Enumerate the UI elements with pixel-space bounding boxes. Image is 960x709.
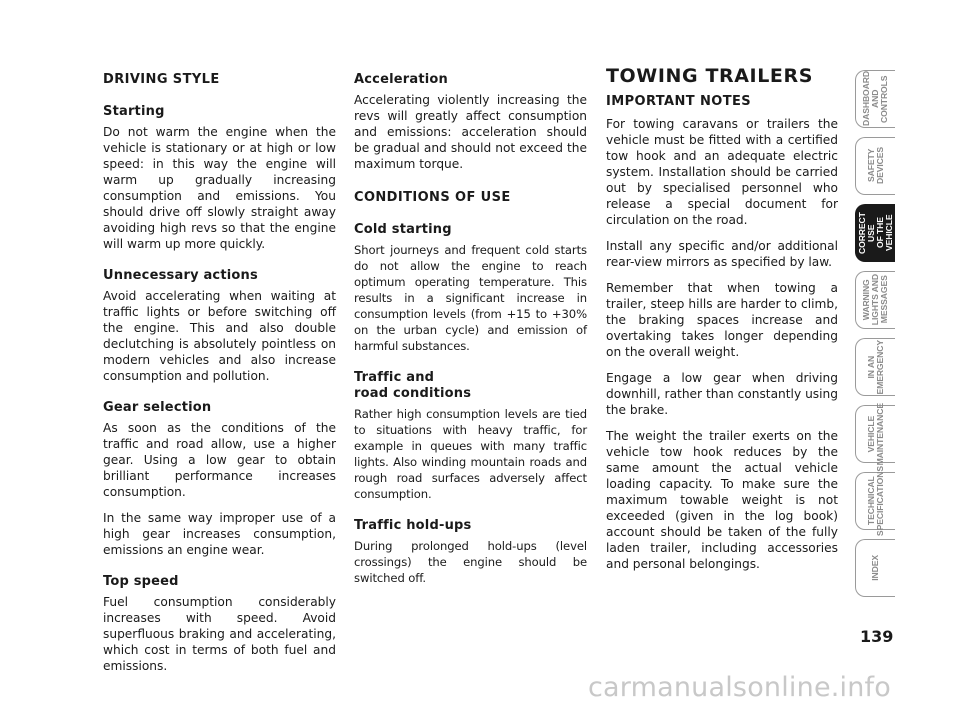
paragraph-towing-3: Remember that when towing a trailer, steep hills are harder to climb, the braking spaces increase and overtaking takes longer depending on the overall weight. xyxy=(606,281,838,359)
paragraph-starting: Do not warm the engine when the vehicle is stationary or at high or low speed: in this way the engine will warm up gradually increasing consumption and emissions. You should drive off slowly straight away avoiding high revs so that the engine will warm up more quickly. xyxy=(103,125,336,251)
paragraph-towing-2: Install any specific and/or additional rear-view mirrors as specified by law. xyxy=(606,239,838,269)
tab-correct-use-of-the-vehicle[interactable]: CORRECT USE OF THE VEHICLE xyxy=(855,204,895,262)
column-acceleration-conditions xyxy=(354,70,587,596)
heading-starting: Starting xyxy=(103,104,165,119)
heading-traffic-2: road conditions xyxy=(354,386,472,401)
paragraph-gear-selection-1: As soon as the conditions of the traffic and road allow, use a higher gear. Using a low gear to obtain brilliant performance increases consumption. xyxy=(103,421,336,499)
heading-cold-starting: Cold starting xyxy=(354,222,452,237)
chapter-tabs xyxy=(855,70,895,606)
column-driving-style xyxy=(103,70,336,684)
heading-top-speed: Top speed xyxy=(103,574,179,589)
paragraph-acceleration: Accelerating violently increasing the revs will greatly affect consumption and emissions: acceleration should be gradual and should not exceed the maximum torque. xyxy=(354,93,587,171)
heading-important-notes: IMPORTANT NOTES xyxy=(606,94,752,109)
tab-warning-lights-and-messages[interactable]: WARNING LIGHTS AND MESSAGES xyxy=(855,271,895,329)
paragraph-cold-starting: Short journeys and frequent cold starts do not allow the engine to reach optimum operating temperature. This results in a significant increase in consumption levels (from +15 to +30% on the urban cycle) and emission of harmful substances. xyxy=(354,243,587,353)
paragraph-towing-4: Engage a low gear when driving downhill, rather than constantly using the brake. xyxy=(606,371,838,417)
section-title-conditions-of-use: CONDITIONS OF USE xyxy=(354,190,511,205)
column-towing-trailers xyxy=(606,65,838,582)
paragraph-unnecessary-actions: Avoid accelerating when waiting at traffic lights or before switching off the engine. This and also double declutching is absolutely pointless on modern vehicles and also increase consumption and pollution. xyxy=(103,289,336,383)
heading-traffic-holdups: Traffic hold-ups xyxy=(354,518,472,533)
tab-safety-devices[interactable]: SAFETY DEVICES xyxy=(855,137,895,195)
tab-technical-specifications[interactable]: TECHNICAL SPECIFICATIONS xyxy=(855,472,895,530)
paragraph-towing-1: For towing caravans or trailers the vehicle must be fitted with a certified tow hook and an adequate electric system. Installation should be carried out by specialised personnel who release a special document for circulation on the road. xyxy=(606,117,838,227)
paragraph-traffic: Rather high consumption levels are tied to situations with heavy traffic, for example in queues with many traffic lights. Also winding mountain roads and rough road surfaces adversely affect consumption. xyxy=(354,407,587,501)
heading-traffic-1: Traffic and xyxy=(354,370,435,385)
tab-vehicle-maintenance[interactable]: VEHICLE MAINTENANCE xyxy=(855,405,895,463)
paragraph-top-speed: Fuel consumption considerably increases with speed. Avoid superfluous braking and accelerating, which cost in terms of both fuel and emissions. xyxy=(103,595,336,673)
section-title-driving-style: DRIVING STYLE xyxy=(103,72,220,87)
tab-index[interactable]: INDEX xyxy=(855,539,895,597)
page-number: 139 xyxy=(860,627,894,646)
watermark: carmanualsonline.info xyxy=(588,672,891,703)
paragraph-gear-selection-2: In the same way improper use of a high gear increases consumption, emissions an engine wear. xyxy=(103,511,336,557)
heading-unnecessary-actions: Unnecessary actions xyxy=(103,268,258,283)
tab-dashboard-and-controls[interactable]: DASHBOARD AND CONTROLS xyxy=(855,70,895,128)
heading-gear-selection: Gear selection xyxy=(103,400,212,415)
paragraph-towing-5: The weight the trailer exerts on the vehicle tow hook reduces by the same amount the actual vehicle loading capacity. To make sure the maximum towable weight is not exceeded (given in the log book) account should be taken of the fully laden trailer, including accessories and personal belongings. xyxy=(606,429,838,571)
heading-acceleration: Acceleration xyxy=(354,72,449,87)
page-title-towing-trailers: TOWING TRAILERS xyxy=(606,65,814,87)
paragraph-traffic-holdups: During prolonged hold-ups (level crossings) the engine should be switched off. xyxy=(354,539,587,585)
tab-in-an-emergency[interactable]: IN AN EMERGENCY xyxy=(855,338,895,396)
